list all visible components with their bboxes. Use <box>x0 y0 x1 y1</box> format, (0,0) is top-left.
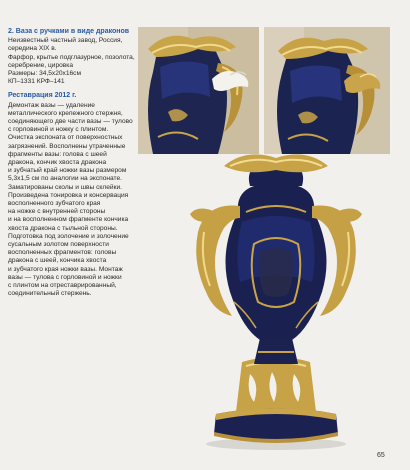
restoration-line: Заматированы сколы и швы склейки. <box>8 183 122 191</box>
restoration-line: вазы — тулова с горловиной и ножки <box>8 273 122 281</box>
restoration-line: Подготовка под золочение и золочение <box>8 232 129 240</box>
restoration-line: на ножке с внутренней стороны <box>8 208 106 216</box>
item-meta-line: середина XIX в. <box>8 45 57 53</box>
item-meta-line: Фарфор, крытье подглазурное, позолота, <box>8 53 135 61</box>
restoration-line: фрагменты вазы: голова с шеей <box>8 150 107 158</box>
restoration-title: Реставрация 2012 г. <box>8 92 77 100</box>
restoration-line: соединяющего две части вазы — тулово <box>8 118 133 126</box>
item-meta-line: серебрение, цировка <box>8 61 73 69</box>
vase-photo <box>176 152 376 452</box>
restoration-line: и зубчатого края ножки вазы. Монтаж <box>8 265 123 273</box>
restoration-line: Произведена тонировка и консервация <box>8 191 129 199</box>
restoration-line: с плинтом на отреставрированный, <box>8 282 117 290</box>
restoration-line: сусальным золотом поверхности <box>8 241 109 249</box>
restoration-line: восполненного зубчатого края <box>8 200 101 208</box>
item-meta-line: Размеры: 34,5х20х16см <box>8 70 81 78</box>
detail-photo-after <box>264 27 390 154</box>
restoration-line: и на восполненном фрагменте кончика <box>8 216 129 224</box>
restoration-line: Очистка экспоната от поверхностных <box>8 134 123 142</box>
item-meta-line: КП–1331 КРФ–141 <box>8 78 65 86</box>
restoration-line: металлического крепежного стержня, <box>8 109 123 117</box>
restoration-line: хвоста дракона с тыльной стороны. <box>8 224 118 232</box>
restoration-line: загрязнений. Восполнены утраченные <box>8 142 126 150</box>
restoration-line: с горловиной и ножку с плинтом. <box>8 126 109 134</box>
item-meta-line: Неизвестный частный завод, Россия, <box>8 37 123 45</box>
restoration-line: дракона, кончик хвоста дракона <box>8 159 107 167</box>
restoration-line: восполненных фрагментов: головы <box>8 249 117 257</box>
detail-photo-before <box>138 27 259 154</box>
page-number: 65 <box>377 452 385 459</box>
text-column <box>8 28 154 299</box>
restoration-line: дракона с шеей, кончика хвоста <box>8 257 107 265</box>
restoration-line: Демонтаж вазы — удаление <box>8 101 95 109</box>
item-title: 2. Ваза с ручками в виде драконов <box>8 28 130 35</box>
restoration-line: и зубчатый край ножки вазы размером <box>8 167 127 175</box>
restoration-line: 5,3х1,5 см по аналогии на экспонате. <box>8 175 122 183</box>
restoration-line: соединительный стержень. <box>8 290 92 298</box>
